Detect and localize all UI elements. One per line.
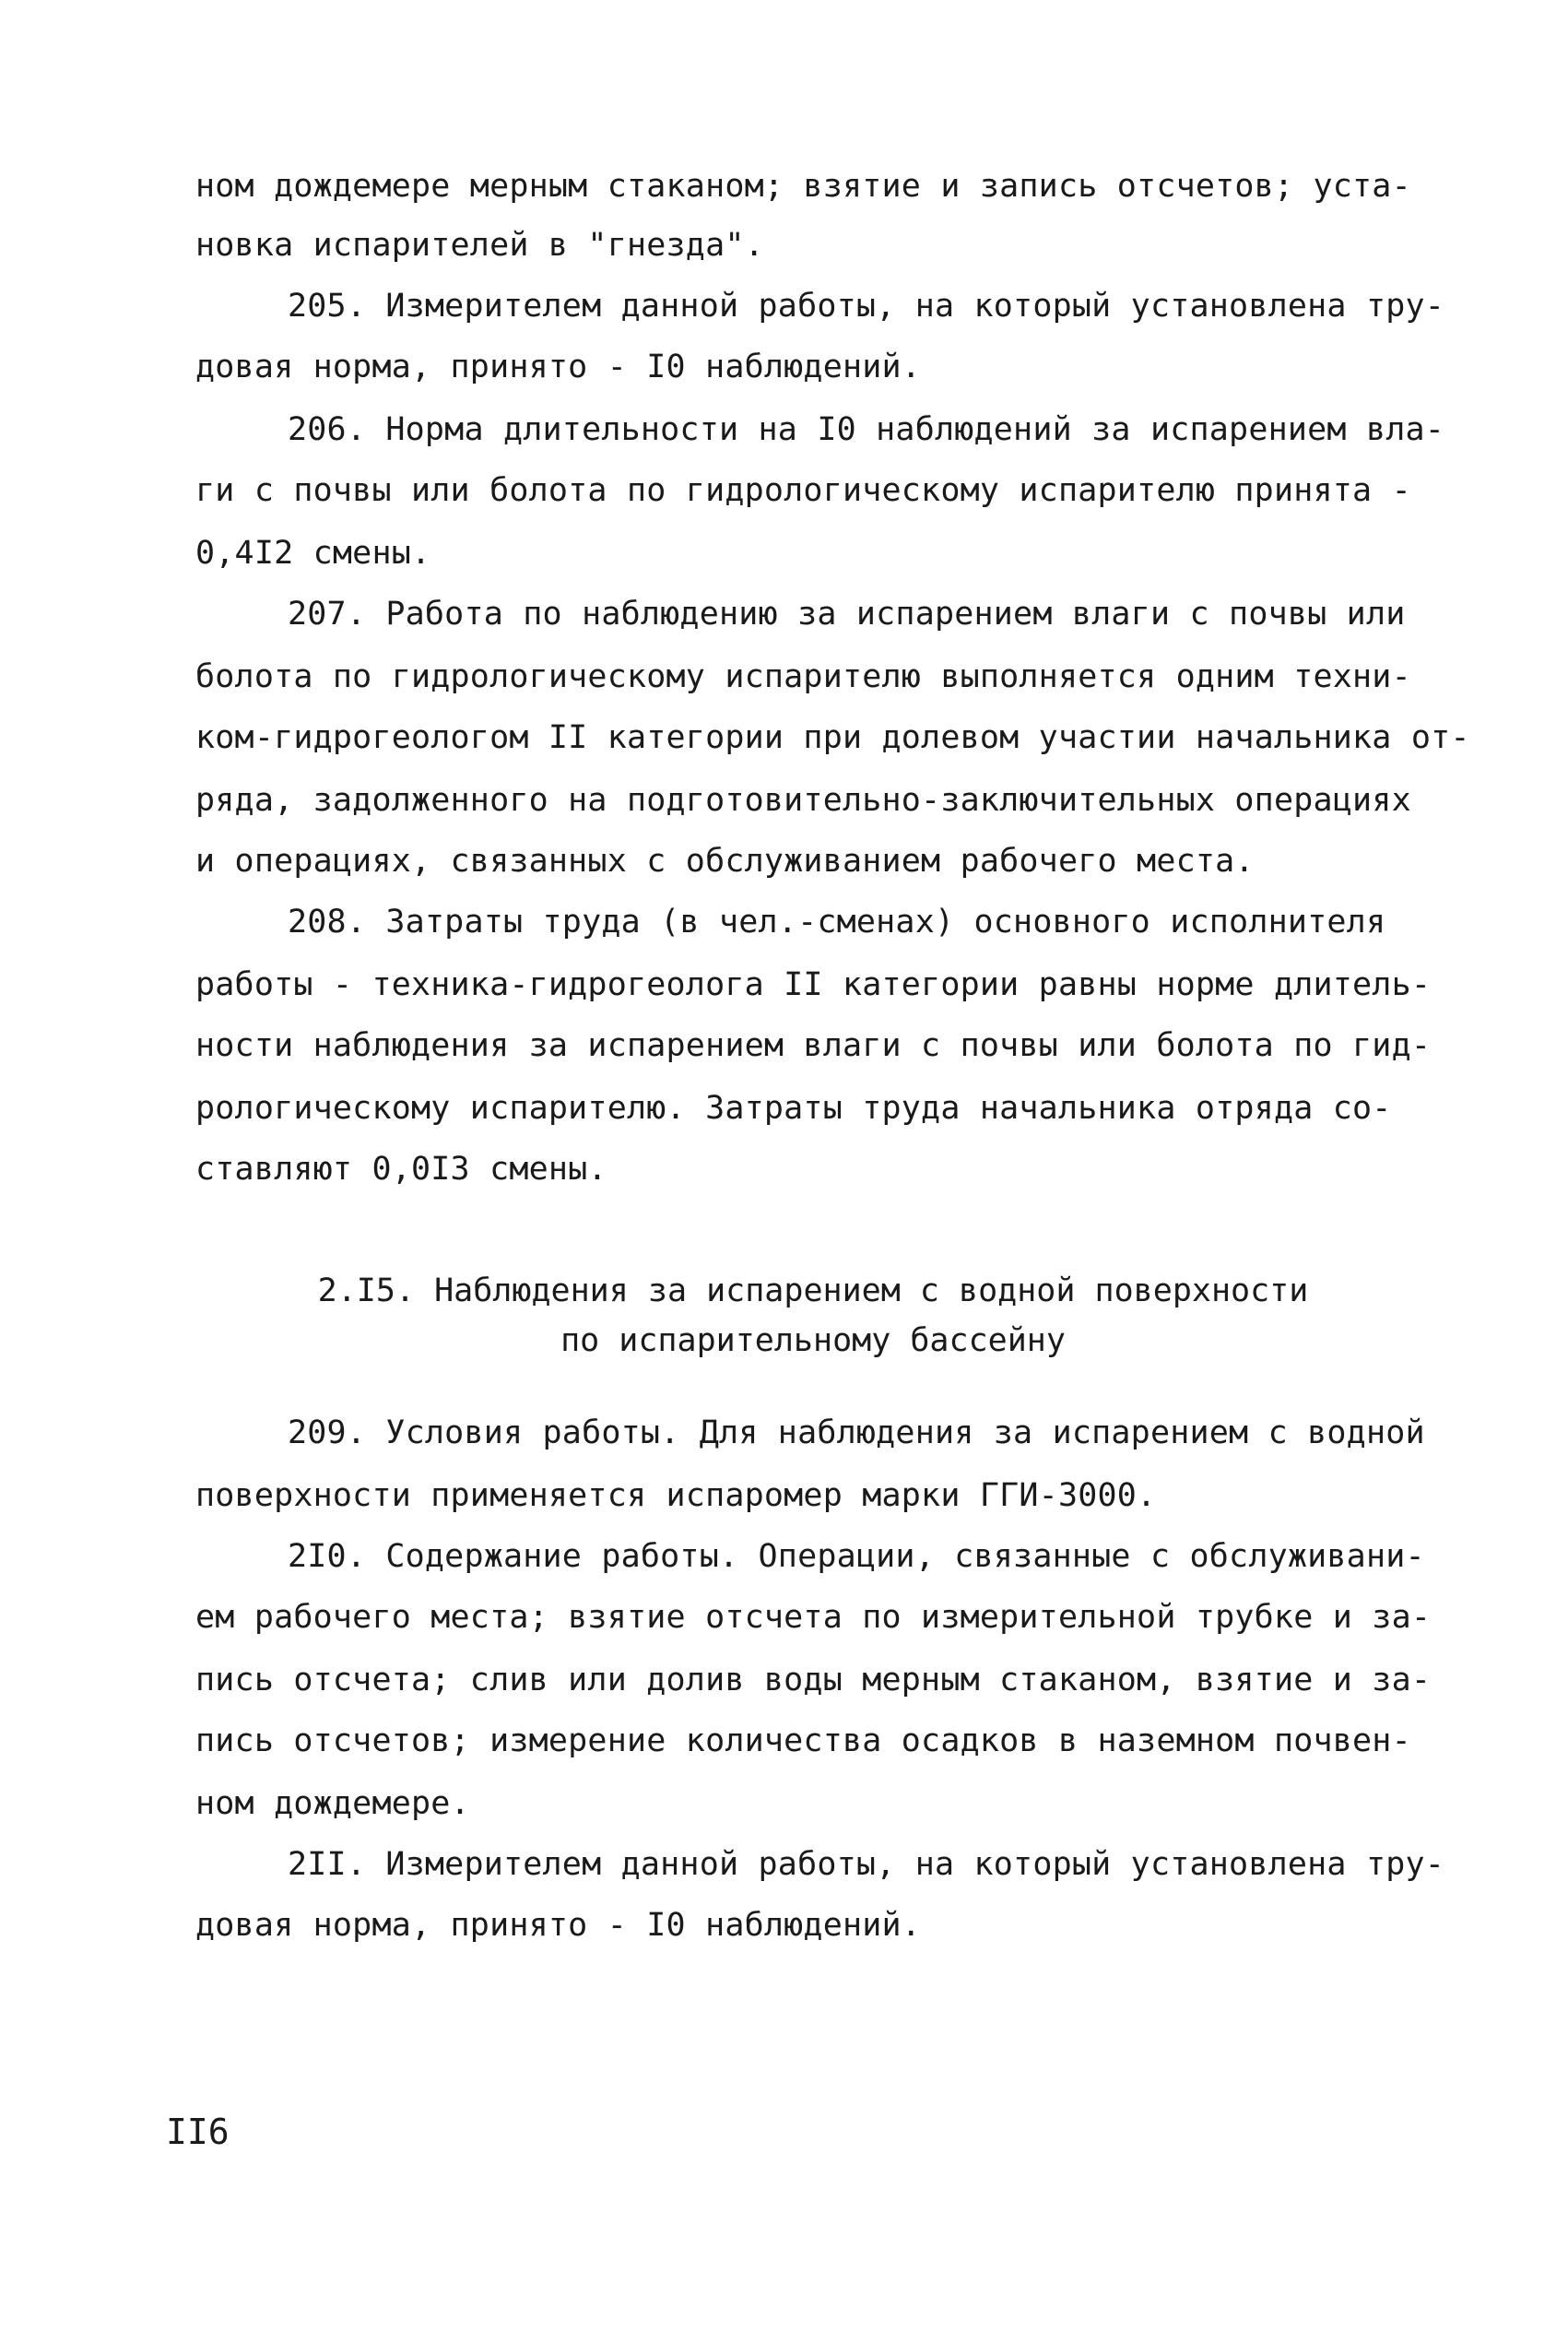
- page-number: II6: [166, 2112, 230, 2152]
- text-line: поверхности применяется испаромер марки ГГИ-3000.: [195, 1477, 1157, 1514]
- paragraph-209: 209. Условия работы. Для наблюдения за испарением с водной: [288, 1414, 1425, 1451]
- text-line: ем рабочего места; взятие отсчета по измерительной трубке и за-: [195, 1599, 1432, 1636]
- text-line: рологическому испарителю. Затраты труда начальника отряда со-: [195, 1090, 1392, 1127]
- text-line: довая норма, принято - I0 наблюдений.: [195, 1907, 922, 1944]
- text-line: новка испарителей в "гнезда".: [195, 227, 764, 264]
- paragraph-205: 205. Измерителем данной работы, на который установлена тру-: [288, 288, 1445, 325]
- text-line: довая норма, принято - I0 наблюдений.: [195, 349, 922, 385]
- section-heading-continued: по испарительному бассейну: [560, 1322, 1066, 1359]
- text-line: ном дождемере мерным стаканом; взятие и запись отсчетов; уста-: [195, 168, 1411, 205]
- text-line: ком-гидрогеологом II категории при долевом участии начальника от-: [195, 719, 1470, 756]
- text-line: ном дождемере.: [195, 1785, 470, 1822]
- paragraph-206: 206. Норма длительности на I0 наблюдений за испарением вла-: [288, 411, 1445, 448]
- text-line: болота по гидрологическому испарителю выполняется одним техни-: [195, 658, 1411, 695]
- paragraph-207: 207. Работа по наблюдению за испарением влаги с почвы или: [288, 596, 1406, 633]
- text-line: ги с почвы или болота по гидрологическому испарителю принята -: [195, 472, 1411, 509]
- section-heading: 2.I5. Наблюдения за испарением с водной поверхности: [317, 1272, 1309, 1309]
- text-line: 0,4I2 смены.: [195, 535, 431, 572]
- text-line: ности наблюдения за испарением влаги с почвы или болота по гид-: [195, 1027, 1432, 1064]
- text-line: пись отсчетов; измерение количества осадков в наземном почвен-: [195, 1722, 1411, 1759]
- text-line: пись отсчета; слив или долив воды мерным стаканом, взятие и за-: [195, 1662, 1432, 1698]
- paragraph-210: 2I0. Содержание работы. Операции, связанные с обслуживани-: [288, 1538, 1425, 1575]
- text-line: и операциях, связанных с обслуживанием рабочего места.: [195, 843, 1255, 880]
- text-line: ряда, задолженного на подготовительно-заключительных операциях: [195, 782, 1411, 819]
- paragraph-211: 2II. Измерителем данной работы, на который установлена тру-: [288, 1846, 1445, 1883]
- paragraph-208: 208. Затраты труда (в чел.-сменах) основного исполнителя: [288, 904, 1386, 941]
- text-line: работы - техника-гидрогеолога II категории равны норме длитель-: [195, 966, 1432, 1003]
- text-line: ставляют 0,0I3 смены.: [195, 1151, 607, 1188]
